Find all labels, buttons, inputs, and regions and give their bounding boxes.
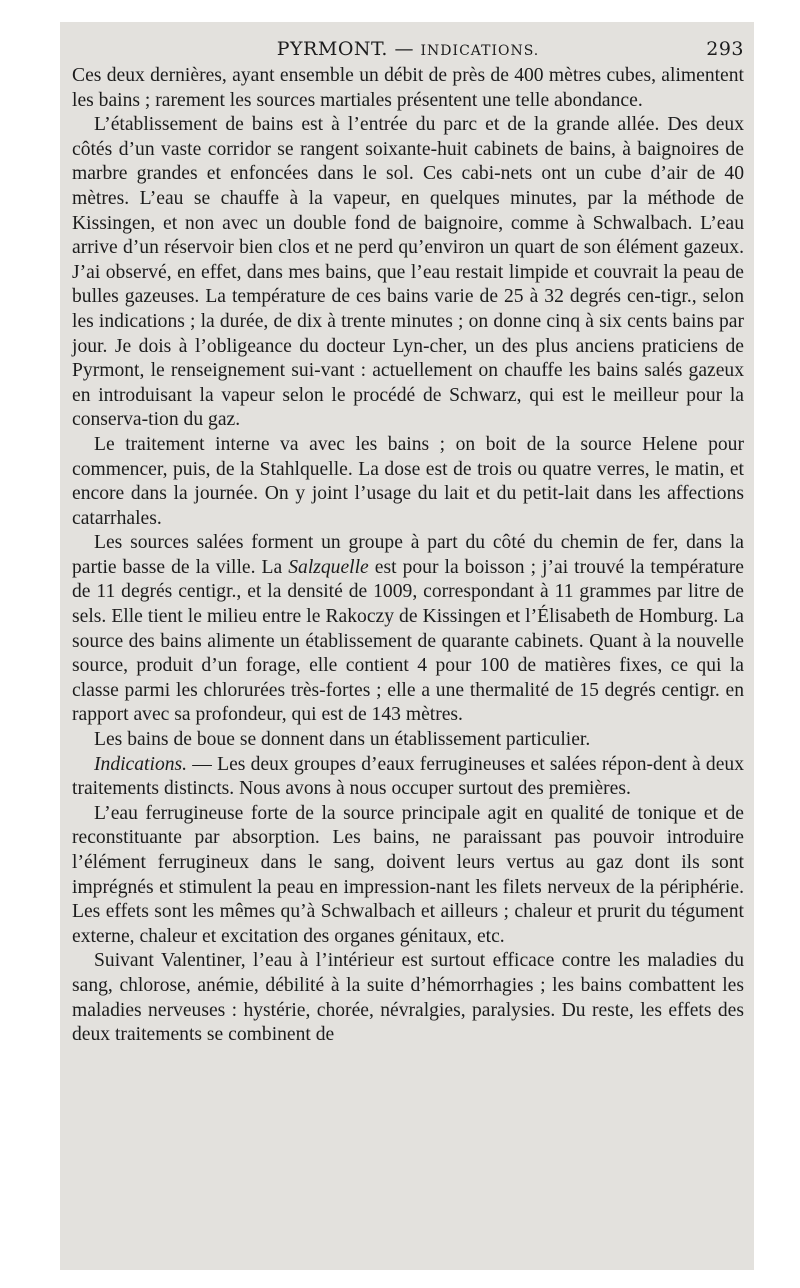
paragraph-7: L’eau ferrugineuse forte de la source principale agit en qualité de tonique et de reconstituante par absorption. Les bains, ne paraissant pas pouvoir introduire l’élément ferrugineux dans le sang, doivent leurs vertus au gaz dont ils sont imprégnés et stimulent la peau en impression-nant les filets nerveux de la périphérie. Les effets sont les mêmes qu’à Schwalbach et ailleurs ; chaleur et prurit du tégument externe, chaleur et excitation des organes génitaux, etc. (72, 802, 744, 947)
running-title-main: PYRMONT. — (276, 38, 421, 60)
paragraph-5: Les bains de boue se donnent dans un établissement particulier. (94, 729, 591, 751)
page-number: 293 (706, 38, 744, 60)
running-title-section: INDICATIONS. (420, 43, 540, 59)
running-header (72, 38, 744, 64)
book-page (60, 22, 754, 1270)
paragraph-4-start: Les sources salées forment un groupe à part du côté du chemin de fer, dans la partie basse de la ville. La (72, 532, 744, 578)
body-text (72, 64, 744, 1048)
page-content (72, 38, 744, 1048)
paragraph-8: Suivant Valentiner, l’eau à l’intérieur est surtout efficace contre les maladies du sang, chlorose, anémie, débilité à la suite d’hémorrhagies ; les bains combattent les maladies nerveuses : hystérie, chorée, névralgies, paralysies. Du reste, les effets des deux traitements se combinent de (72, 950, 744, 1046)
indications-heading: Indications. (94, 753, 188, 775)
running-title (72, 38, 744, 60)
paragraph-3: Le traitement interne va avec les bains ; on boit de la source Helene pour commencer, puis, de la Stahlquelle. La dose est de trois ou quatre verres, le matin, et encore dans la journée. On y joint l’usage du lait et du petit-lait dans les affections catarrhales. (72, 433, 744, 529)
paragraph-4 (72, 531, 744, 728)
paragraph-6 (72, 753, 744, 802)
paragraph-1: Ces deux dernières, ayant ensemble un débit de près de 400 mètres cubes, alimentent les bains ; rarement les sources martiales présentent une telle abondance. (72, 65, 744, 111)
paragraph-6-text: — Les deux groupes d’eaux ferrugineuses et salées répon-dent à deux traitements distincts. Nous avons à nous occuper surtout des premières. (72, 753, 744, 800)
paragraph-4-end: est pour la boisson ; j’ai trouvé la température de 11 degrés centigr., et la densité de 1009, correspondant à 11 grammes par litre de sels. Elle tient le milieu entre le Rakoczy de Kissingen et l’Élisabeth de Homburg. La source des bains alimente un établissement de quarante cabinets. Quant à la nouvelle source, produit d’un forage, elle contient 4 pour 100 de matières fixes, ce qui la classe parmi les chlorurées très-fortes ; elle a une thermalité de 15 degrés centigr. en rapport avec sa profondeur, qui est de 143 mètres. (72, 556, 744, 726)
salzquelle-term: Salzquelle (288, 556, 369, 578)
paragraph-2: L’établissement de bains est à l’entrée du parc et de la grande allée. Des deux côtés d’un vaste corridor se rangent soixante-huit cabinets de bains, à baignoires de marbre grandes et enfoncées dans le sol. Ces cabi-nets ont un cube d’air de 40 mètres. L’eau se chauffe à la vapeur, en quelques minutes, par la méthode de Kissingen, et non avec un double fond de baignoire, comme à Schwalbach. L’eau arrive d’un réservoir bien clos et ne perd qu’environ un quart de son élément gazeux. J’ai observé, en effet, dans mes bains, que l’eau restait limpide et couvrait la peau de bulles gazeuses. La température de ces bains varie de 25 à 32 degrés cen-tigr., selon les indications ; la durée, de dix à trente minutes ; on donne cinq à six cents bains par jour. Je dois à l’obligeance du docteur Lyn-cher, un des plus anciens praticiens de Pyrmont, le renseignement sui-vant : actuellement on chauffe les bains salés gazeux en introduisant la vapeur selon le procédé de Schwarz, qui est le meilleur pour la conserva-tion du gaz. (72, 114, 744, 431)
